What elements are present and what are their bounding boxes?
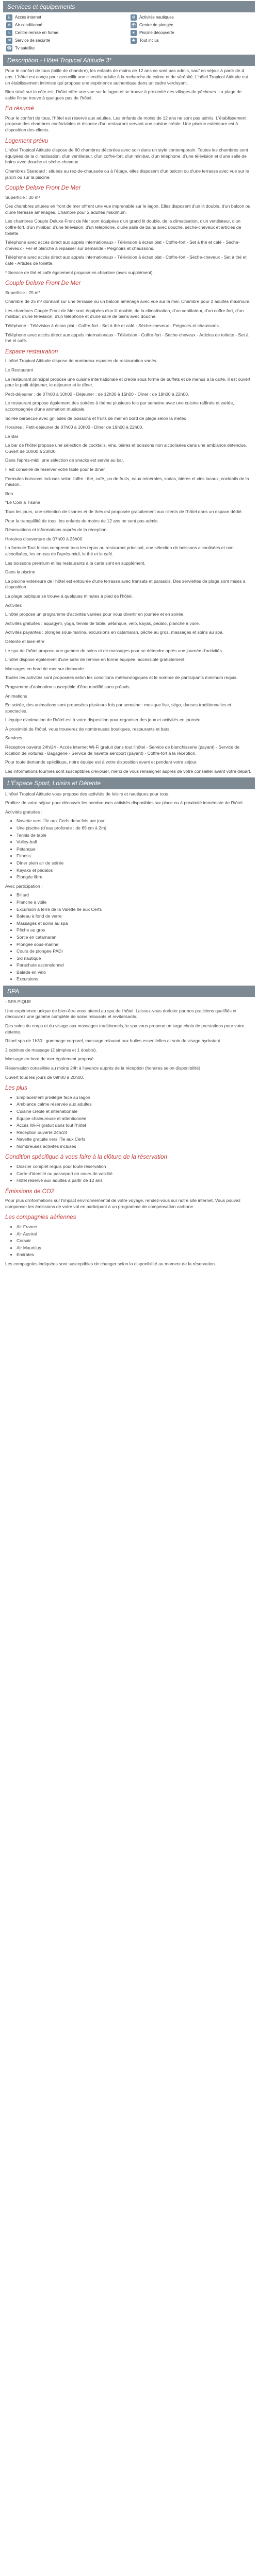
list-item: • Nombreuses activités incluses: [17, 1144, 253, 1150]
service-label: Air conditionné: [15, 22, 42, 27]
paid-activities-list: [5, 892, 253, 982]
activites-label: Activités gratuites :: [5, 809, 43, 815]
restaurant-text: Le restaurant propose également des soirées à thème plusieurs fois par semaine avec une cuisine raffinée et variée, accompagnée d'une animation musicale.: [5, 400, 234, 412]
animation-text: En soirée, des animations sont proposées plusieurs fois par semaine : musique live, séga, danses traditionnelles et spectacles.: [5, 702, 232, 714]
plus-label: Les plus: [5, 1085, 27, 1092]
spa-text: Réservation conseillée au moins 24h à l'avance auprès de la réception (horaires selon disponibilité).: [5, 1065, 202, 1071]
bon-text: Réservations et informations auprès de la réception.: [5, 527, 108, 533]
aventure-text: Réception ouverte 24h/24 - Accès internet Wi-Fi gratuit dans tout l'hôtel - Service de blanchisserie (payant) - Service de location de voitures - Bagagerie - Service de navette aéroport (payant) - Coffre-fort à la réception.: [5, 744, 239, 756]
list-item: • Volley-ball: [17, 839, 253, 845]
spa-text: Ouvert tous les jours de 09h00 à 20h00.: [5, 1074, 84, 1080]
list-item: • Tennis de table: [17, 833, 253, 839]
activites-text: L'hôtel propose un programme d'activités variées pour vous divertir en journée et en soirée.: [5, 612, 185, 617]
list-item: • Excursions: [17, 976, 253, 982]
restaurant-text: Le restaurant principal propose une cuisine internationale et créole sous forme de buffets et de menus à la carte. Il est ouvert pour le petit-déjeuner, le déjeuner et le dîner.: [5, 376, 251, 388]
list-item: • Massages et soins au spa: [17, 921, 253, 927]
espace-sport-content: [0, 791, 258, 982]
service-label: Accès internet: [15, 14, 41, 20]
internet-icon: ♿: [6, 14, 12, 21]
condition-list: [5, 1164, 253, 1184]
emissions-text: Pour plus d'informations sur l'impact environnemental de votre voyage, rendez-vous sur notre site internet. Vous pouvez compenser les émissions de votre vol en participant à un programme de compensation carbone.: [5, 1198, 241, 1209]
list-item: • Ski nautique: [17, 956, 253, 962]
spa-text: Massage en bord de mer également proposé.: [5, 1056, 95, 1062]
diving-icon: ⛱: [131, 22, 137, 28]
room-text: Chambre de 25 m² donnant sur une terrasse ou un balcon aménagé avec vue sur la mer. Chambre pour 2 adultes maximum.: [5, 299, 251, 304]
condition-content: [0, 1164, 258, 1184]
list-item: • Hôtel réservé aux adultes à partir de 12 ans: [17, 1178, 253, 1184]
list-item: • Une piscine (d'eau profonde : de 65 cm à 2m): [17, 825, 253, 832]
compagnies-note: Les compagnies indiquées sont susceptibles de changer selon la disponibilité au moment de la réservation.: [5, 1261, 216, 1266]
intro-paragraph: Pour le confort de tous (taille de chambre), les enfants de moins de 12 ans ne sont pas admis, sauf en séjour à partir de 4 ans. L'hôtel est conçu pour accueillir une clientèle adulte à la recherche de calme et de sérénité. L'hôtel Tropical Attitude est un établissement intimiste qui propose une expérience authentique dans un cadre verdoyant.: [5, 68, 248, 86]
service-item: [131, 38, 252, 44]
all-inclusive-icon: ♣: [131, 38, 137, 44]
spa-sub: - SPA PIQUE: [5, 999, 31, 1005]
spa-text: Des soins du corps et du visage aux massages traditionnels, le spa vous propose un large choix de prestations pour votre détente.: [5, 1023, 245, 1035]
inclus-text: La formule Tout Inclus comprend tous les repas au restaurant principal, une sélection de boissons alcoolisées et non alcoolisées, les en-cas de l'après-midi, le thé et le café.: [5, 545, 234, 557]
superficie: Superficie : 30 m²: [5, 194, 40, 200]
list-item: • Accès Wi-Fi gratuit dans tout l'hôtel: [17, 1123, 253, 1129]
en-resume-text: Pour le confort de tous, l'hôtel est réservé aux adultes. Les enfants de moins de 12 ans ne sont pas admis. L'établissement propose des chambres confortables et dispose d'un restaurant servant une cuisine créole. Une piscine extérieure est à disposition des clients.: [5, 115, 247, 133]
list-item: • Dîner plein air de soirée: [17, 860, 253, 867]
bon-text: Tous les jours, une sélection de tisanes et de thés est proposée gratuitement aux clients de l'hôtel dans un espace dédié.: [5, 509, 243, 515]
list-item: • Bateau à fond de verre: [17, 913, 253, 920]
service-item: [131, 22, 252, 28]
restaurant-text: Soirée barbecue avec grillades de poissons et fruits de mer en bord de plage selon la météo.: [5, 415, 188, 421]
list-item: • Navette vers l'Île aux Cerfs deux fois par jour: [17, 818, 253, 824]
payant-label: Avec participation :: [5, 883, 43, 889]
note-text: Programme d'animation susceptible d'être modifié sans préavis.: [5, 684, 131, 689]
room-text: Ces chambres situées en front de mer offrent une vue imprenable sur le lagon. Elles disposent d'un lit double, d'un balcon ou d'une terrasse aménagés. Chambre pour 2 adultes maximum.: [5, 204, 251, 215]
room-text: Téléphone - Télévision à écran plat - Coffre-fort - Set à thé et café - Sèche-cheveux - Peignoirs et chaussons.: [5, 323, 220, 329]
service-label: Centre de plongée: [139, 22, 173, 27]
list-item: • Excursion à terre de la Valette Ile aux Cerfs: [17, 907, 253, 913]
spa-content: [0, 999, 258, 1149]
bar-text: Dans l'après-midi, une sélection de snacks est servie au bar.: [5, 457, 124, 463]
list-item: • Navette gratuite vers l'Île aux Cerfs: [17, 1137, 253, 1143]
inclus-text: Les boissons premium et les restaurants à la carte sont en supplément.: [5, 560, 146, 566]
plus-list: [5, 1095, 253, 1150]
animation-text: L'équipe d'animation de l'hôtel est à votre disposition pour organiser des jeux et activités en journée.: [5, 717, 202, 723]
list-item: • Parachute ascensionnel: [17, 962, 253, 969]
bon-title: Bon: [5, 490, 13, 496]
service-item: [131, 30, 252, 36]
fitness-icon: ♨: [6, 30, 12, 36]
piscine-text: Le spa de l'hôtel propose une gamme de soins et de massages pour se détendre après une journée d'activités.: [5, 648, 223, 653]
espace-intro: L'hôtel Tropical Attitude vous propose des activités de loisirs et nautiques pour tous.: [5, 791, 170, 796]
compagnies-header: Les compagnies aériennes: [5, 1214, 76, 1221]
list-item: • Air France: [17, 1224, 253, 1230]
restauration-intro: L'hôtel Tropical Attitude dispose de nombreux espaces de restauration variés.: [5, 358, 157, 364]
bon-text: Pour la tranquillité de tous, les enfants de moins de 12 ans ne sont pas admis.: [5, 518, 159, 523]
animation-text: À proximité de l'hôtel, vous trouverez de nombreuses boutiques, restaurants et bars.: [5, 726, 171, 732]
logement-title: Logement prévu: [5, 138, 49, 144]
service-item: [6, 30, 127, 36]
list-item: • Équipe chaleureuse et attentionnée: [17, 1116, 253, 1122]
service-item: [6, 22, 127, 28]
service-label: Tout inclus: [139, 38, 159, 43]
room-text: Téléphone avec accès direct aux appels internationaux - Télévision - Coffre-fort - Sèche-cheveux - Articles de toilette - Set à thé et café.: [5, 332, 249, 344]
free-activities-list: [5, 818, 253, 880]
emissions-content: [0, 1198, 258, 1210]
piscine-text: Massages en bord de mer sur demande.: [5, 666, 85, 671]
inclus-title: Horaires d'ouverture de 07h00 à 23h00: [5, 536, 83, 541]
activites-text: Activités payantes : plongée sous-marine, excursions en catamaran, pêche au gros, massages et soins au spa.: [5, 630, 224, 635]
spa-text: Rituel spa de 1h30 : gommage corporel, massage relaxant aux huiles essentielles et soin du visage hydratant.: [5, 1038, 221, 1044]
restauration-title: Espace restauration: [5, 348, 58, 355]
list-item: • Fitness: [17, 853, 253, 859]
restaurant-name: Le Restaurant: [5, 367, 33, 372]
list-item: • Sortie en catamaran: [17, 935, 253, 941]
room-text: Téléphone avec accès direct aux appels internationaux - Télévision à écran plat - Coffre-fort - Set à thé et café - Sèche-cheveux - Fer et planche à repasser sur demande - Peignoirs et chaussons.: [5, 240, 240, 251]
service-item: [6, 14, 127, 21]
activites-text: Activités gratuites : aquagym, yoga, tennis de table, pétanque, vélo, kayak, pédalo, planche à voile.: [5, 620, 200, 626]
list-item: • Plongée sous-marine: [17, 942, 253, 948]
list-item: • Carte d'identité ou passeport en cours de validité: [17, 1171, 253, 1177]
service-item: [131, 14, 252, 21]
list-item: • Balade en vélo: [17, 970, 253, 976]
list-item: • Emplacement privilégié face au lagon: [17, 1095, 253, 1101]
page: [0, 0, 258, 1270]
list-item: • Cours de plongée PADI: [17, 948, 253, 955]
restaurant-text: Horaires : Petit-déjeuner de 07h00 à 10h00 - Dîner de 19h00 à 22h00.: [5, 425, 143, 430]
list-item: • Emirates: [17, 1252, 253, 1258]
activites-title: Activités: [5, 602, 22, 608]
list-item: • Air Austral: [17, 1231, 253, 1238]
bon-text: *Le Coin à Tisane: [5, 500, 40, 505]
en-resume-title: En résumé: [5, 106, 34, 112]
spa-header: SPA: [3, 986, 255, 997]
compagnies-content: [0, 1224, 258, 1267]
list-item: • Ambiance calme réservée aux adultes: [17, 1101, 253, 1108]
tv-icon: ☎: [6, 45, 12, 52]
bar-text: Formules boissons incluses selon l'offre : thé, café, jus de fruits, eaux minérales, sodas, bières et vins locaux, cocktails de la maison.: [5, 476, 249, 487]
pool-icon: ☀: [131, 30, 137, 36]
animation-title: Animations: [5, 693, 27, 699]
list-item: • Réception ouverte 24h/24: [17, 1130, 253, 1136]
service-label: Service de sécurité: [15, 38, 51, 43]
room-text: * Service de thé et café également proposé en chambre (avec supplément).: [5, 269, 154, 275]
service-label: Activités nautiques: [139, 14, 174, 20]
intro-paragraph: Bien situé sur la côte est, l'hôtel offre une vue sur le lagon et se trouve à proximité des villages de pêcheurs. La plage de sable fin se trouve à quelques pas de l'hôtel.: [5, 89, 242, 100]
services-header: Services et équipements: [3, 1, 255, 12]
emissions-header: Émissions de CO2: [5, 1188, 55, 1195]
description-content: [0, 68, 258, 774]
superficie: Superficie : 25 m²: [5, 290, 40, 295]
couple-front-title: Couple Deluxe Front De Mer: [5, 280, 81, 287]
list-item: • Billard: [17, 892, 253, 899]
couple-deluxe-title: Couple Deluxe Front De Mer: [5, 185, 81, 192]
list-item: • Kayaks et pédalos: [17, 868, 253, 874]
bar-text: Le bar de l'hôtel propose une sélection de cocktails, vins, bières et boissons non alcoolisées dans une ambiance détendue. Ouvert de 10h00 à 23h00.: [5, 443, 247, 454]
condition-header: Condition spécifique à vous faire à la clôture de la réservation: [5, 1154, 167, 1161]
list-item: • Cuisine créole et internationale: [17, 1109, 253, 1115]
spa-text: 2 cabines de massage (2 simples et 1 double).: [5, 1047, 97, 1053]
room-text: Les chambres Couple Deluxe Front de Mer sont équipées d'un grand lit double, de la climatisation, d'un ventilateur, d'un coffre-fort, d'un minibar, d'une télévision, d'un téléphone, d'une salle de bains avec douche, sèche-cheveux et articles de toilette.: [5, 218, 241, 236]
bar-text: Il est conseillé de réserver votre table pour le dîner.: [5, 467, 106, 472]
contact-text: Pour toute demande spécifique, notre équipe est à votre disposition avant et pendant votre séjour.: [5, 759, 198, 765]
room-text: Téléphone avec accès direct aux appels internationaux - Télévision à écran plat - Coffre-fort - Sèche-cheveux - Set à thé et café - Articles de toilette.: [5, 255, 247, 266]
list-item: • Planche à voile: [17, 900, 253, 906]
description-header: Description - Hôtel Tropical Attitude 3*: [3, 55, 255, 66]
service-label: Tv satellite: [15, 45, 35, 50]
service-item: [6, 38, 127, 44]
logement-text: Chambres Standard : situées au rez-de-chaussée ou à l'étage, elles disposent d'un balcon ou d'une terrasse avec vue sur le jardin ou sur la piscine.: [5, 168, 249, 180]
sport-title: Dans la piscine: [5, 569, 36, 575]
note-text: Toutes les activités sont proposées selon les conditions météorologiques et le nombre de participants minimum requis.: [5, 675, 238, 681]
list-item: • Pêche au gros: [17, 927, 253, 934]
espace-intro: Profitez de votre séjour pour découvrir les nombreuses activités disponibles sur place ou à proximité immédiate de l'hôtel.: [5, 800, 244, 806]
sport-text: La plage publique se trouve à quelques minutes à pied de l'hôtel.: [5, 593, 133, 599]
services-grid: [0, 14, 258, 55]
sport-text: La piscine extérieure de l'hôtel est entourée d'une terrasse avec transats et parasols. Des serviettes de plage sont mises à disposition.: [5, 578, 246, 590]
list-item: • Dossier complet requis pour toute réservation: [17, 1164, 253, 1170]
service-item: [6, 45, 127, 52]
compagnies-list: [5, 1224, 253, 1258]
list-item: • Air Mauritius: [17, 1245, 253, 1251]
list-item: • Corsair: [17, 1238, 253, 1244]
bar-name: Le Bar: [5, 433, 19, 439]
spa-text: Une expérience unique de bien-être vous attend au spa de l'hôtel. Laissez-vous dorloter par nos praticiens qualifiés et découvrez une gamme complète de soins relaxants et revitalisants.: [5, 1008, 237, 1020]
room-text: Les chambres Couple Front de Mer sont équipées d'un lit double, de la climatisation, d'un ventilateur, d'un coffre-fort, d'un minibar, d'une télévision, d'un téléphone et d'une salle de bains avec douche.: [5, 308, 244, 319]
piscine-title: Détente et bien-être: [5, 638, 44, 644]
restaurant-text: Petit-déjeuner : de 07h00 à 10h00 - Déjeuner : de 12h30 à 15h00 - Dîner : de 19h00 à 22h00.: [5, 391, 189, 397]
logement-text: L'hôtel Tropical Attitude dispose de 60 chambres décorées avec soin dans un style contemporain. Toutes les chambres sont équipées de la climatisation, d'un ventilateur, d'un coffre-fort, d'un minibar, d'un téléphone, d'une télévision et d'une salle de bains avec douche et sèche-cheveux.: [5, 147, 248, 165]
snowflake-icon: ❄: [6, 22, 12, 28]
water-activities-icon: ⚙: [131, 14, 137, 21]
service-label: Piscine découverte: [139, 30, 174, 35]
service-label: Centre remise en forme: [15, 30, 59, 35]
piscine-text: L'hôtel dispose également d'une salle de remise en forme équipée, accessible gratuitement.: [5, 657, 186, 663]
aventure-title: Services: [5, 735, 22, 741]
security-icon: ✉: [6, 38, 12, 44]
espace-sport-header: L'Espace Sport, Loisirs et Détente: [3, 777, 255, 789]
contact-text: Les informations fournies sont susceptibles d'évoluer, merci de vous renseigner auprès de votre conseiller avant votre départ.: [5, 768, 251, 774]
list-item: • Plongée libre: [17, 874, 253, 880]
list-item: • Pétanque: [17, 846, 253, 853]
